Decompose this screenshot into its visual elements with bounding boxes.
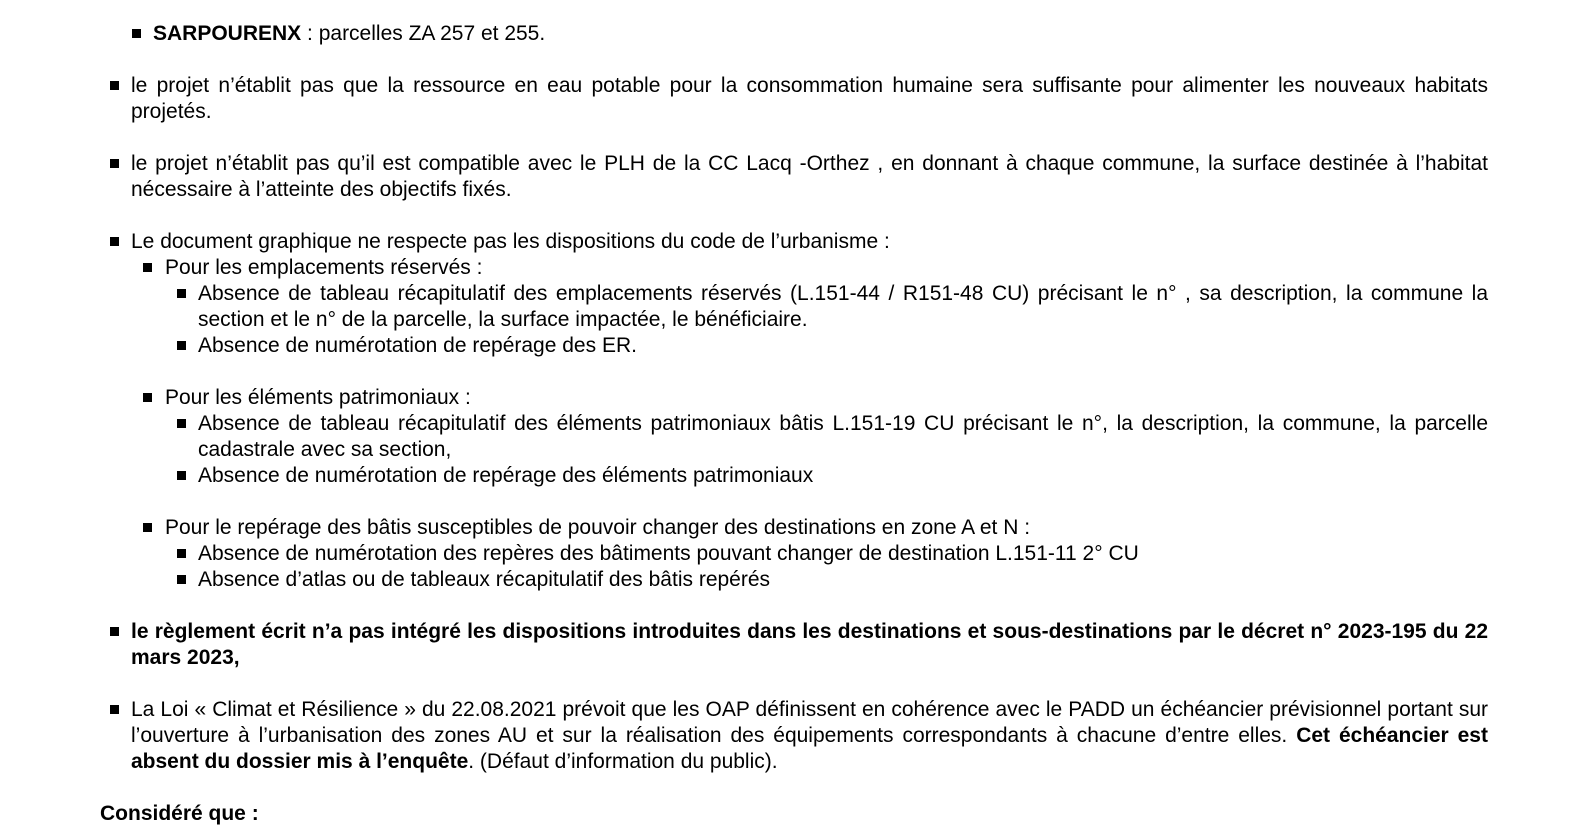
defaut-information-text: . (Défaut d’information du public). (468, 750, 778, 773)
square-bullet-icon (132, 29, 141, 38)
bullet-item-text: Absence d’atlas ou de tableaux récapitulatif des bâtis repérés (198, 568, 771, 591)
square-bullet-icon (143, 393, 152, 402)
bullet-item-text: le projet n’établit pas que la ressource en eau potable pour la consommation humaine sera suffisante pour alimenter les nouveaux habitats projetés. (131, 74, 1488, 123)
square-bullet-icon (177, 549, 186, 558)
bullet-item-elements-patrimoniaux (0, 385, 1578, 411)
bullet-item-eau-potable (0, 73, 1578, 125)
square-bullet-icon (110, 705, 119, 714)
bullet-item-text: Absence de tableau récapitulatif des éléments patrimoniaux bâtis L.151-19 CU précisant le n°, la description, la commune, la parcelle cadastrale avec sa section, (198, 412, 1488, 461)
square-bullet-icon (143, 523, 152, 532)
bullet-item-text: Pour le repérage des bâtis susceptibles de pouvoir changer des destinations en zone A et N : (165, 516, 1031, 539)
considere-que-heading: Considéré que : (100, 802, 259, 825)
bullet-item-text: Pour les emplacements réservés : (165, 256, 483, 279)
bullet-item-text (131, 697, 1488, 775)
bullet-item-text: Absence de tableau récapitulatif des emplacements réservés (L.151-44 / R151-48 CU) précisant le n° , sa description, la commune la section et le n° de la parcelle, la surface impactée, le bénéficiaire. (198, 282, 1488, 331)
square-bullet-icon (110, 81, 119, 90)
bullet-item-reglement-ecrit (0, 619, 1578, 671)
bullet-item-text: Absence de numérotation de repérage des ER. (198, 334, 637, 357)
bullet-item-absence-numerotation-patrimoniaux (0, 463, 1578, 489)
commune-name: SARPOURENX (153, 22, 302, 45)
bullet-item-loi-climat (0, 697, 1578, 775)
bullet-item-sarpourenx (0, 21, 1578, 47)
bullet-item-text: Absence de numérotation des repères des bâtiments pouvant changer de destination L.151-11 2° CU (198, 542, 1139, 565)
bullet-item-text (153, 21, 1488, 47)
loi-climat-text: La Loi « Climat et Résilience » du 22.08.2021 prévoit que les OAP définissent en cohérence avec le PADD un échéancier prévisionnel portant sur l’ouverture à l’urbanisation des zones AU et sur la réalisation des équipements correspondants à chacune d’entre elles. (131, 698, 1488, 747)
bullet-item-plh (0, 151, 1578, 203)
square-bullet-icon (177, 575, 186, 584)
square-bullet-icon (177, 289, 186, 298)
square-bullet-icon (110, 627, 119, 636)
bullet-item-text: le projet n’établit pas qu’il est compatible avec le PLH de la CC Lacq -Orthez , en donnant à chaque commune, la surface destinée à l’habitat nécessaire à l’atteinte des objectifs fixés. (131, 152, 1488, 201)
bullet-item-text: le règlement écrit n’a pas intégré les dispositions introduites dans les destinations et sous-destinations par le décret n° 2023-195 du 22 mars 2023, (131, 620, 1488, 669)
square-bullet-icon (177, 419, 186, 428)
bullet-item-absence-tableau-er (0, 281, 1578, 333)
square-bullet-icon (110, 237, 119, 246)
parcelles-text: : parcelles ZA 257 et 255. (301, 22, 546, 45)
bullet-item-absence-numerotation-reperes (0, 541, 1578, 567)
echeancier-absent-text: Cet échéancier est absent du dossier mis à l’enquête (131, 724, 1488, 773)
bullet-item-reperage-batis (0, 515, 1578, 541)
bullet-item-absence-numerotation-er (0, 333, 1578, 359)
bullet-item-absence-tableau-patrimoniaux (0, 411, 1578, 463)
square-bullet-icon (177, 341, 186, 350)
bullet-item-text: Absence de numérotation de repérage des éléments patrimoniaux (198, 464, 814, 487)
square-bullet-icon (143, 263, 152, 272)
bullet-item-document-graphique (0, 229, 1578, 255)
square-bullet-icon (177, 471, 186, 480)
bullet-item-text: Pour les éléments patrimoniaux : (165, 386, 471, 409)
bullet-item-text: Le document graphique ne respecte pas les dispositions du code de l’urbanisme : (131, 230, 890, 253)
bullet-item-absence-atlas (0, 567, 1578, 593)
square-bullet-icon (110, 159, 119, 168)
bullet-item-emplacements-reserves (0, 255, 1578, 281)
